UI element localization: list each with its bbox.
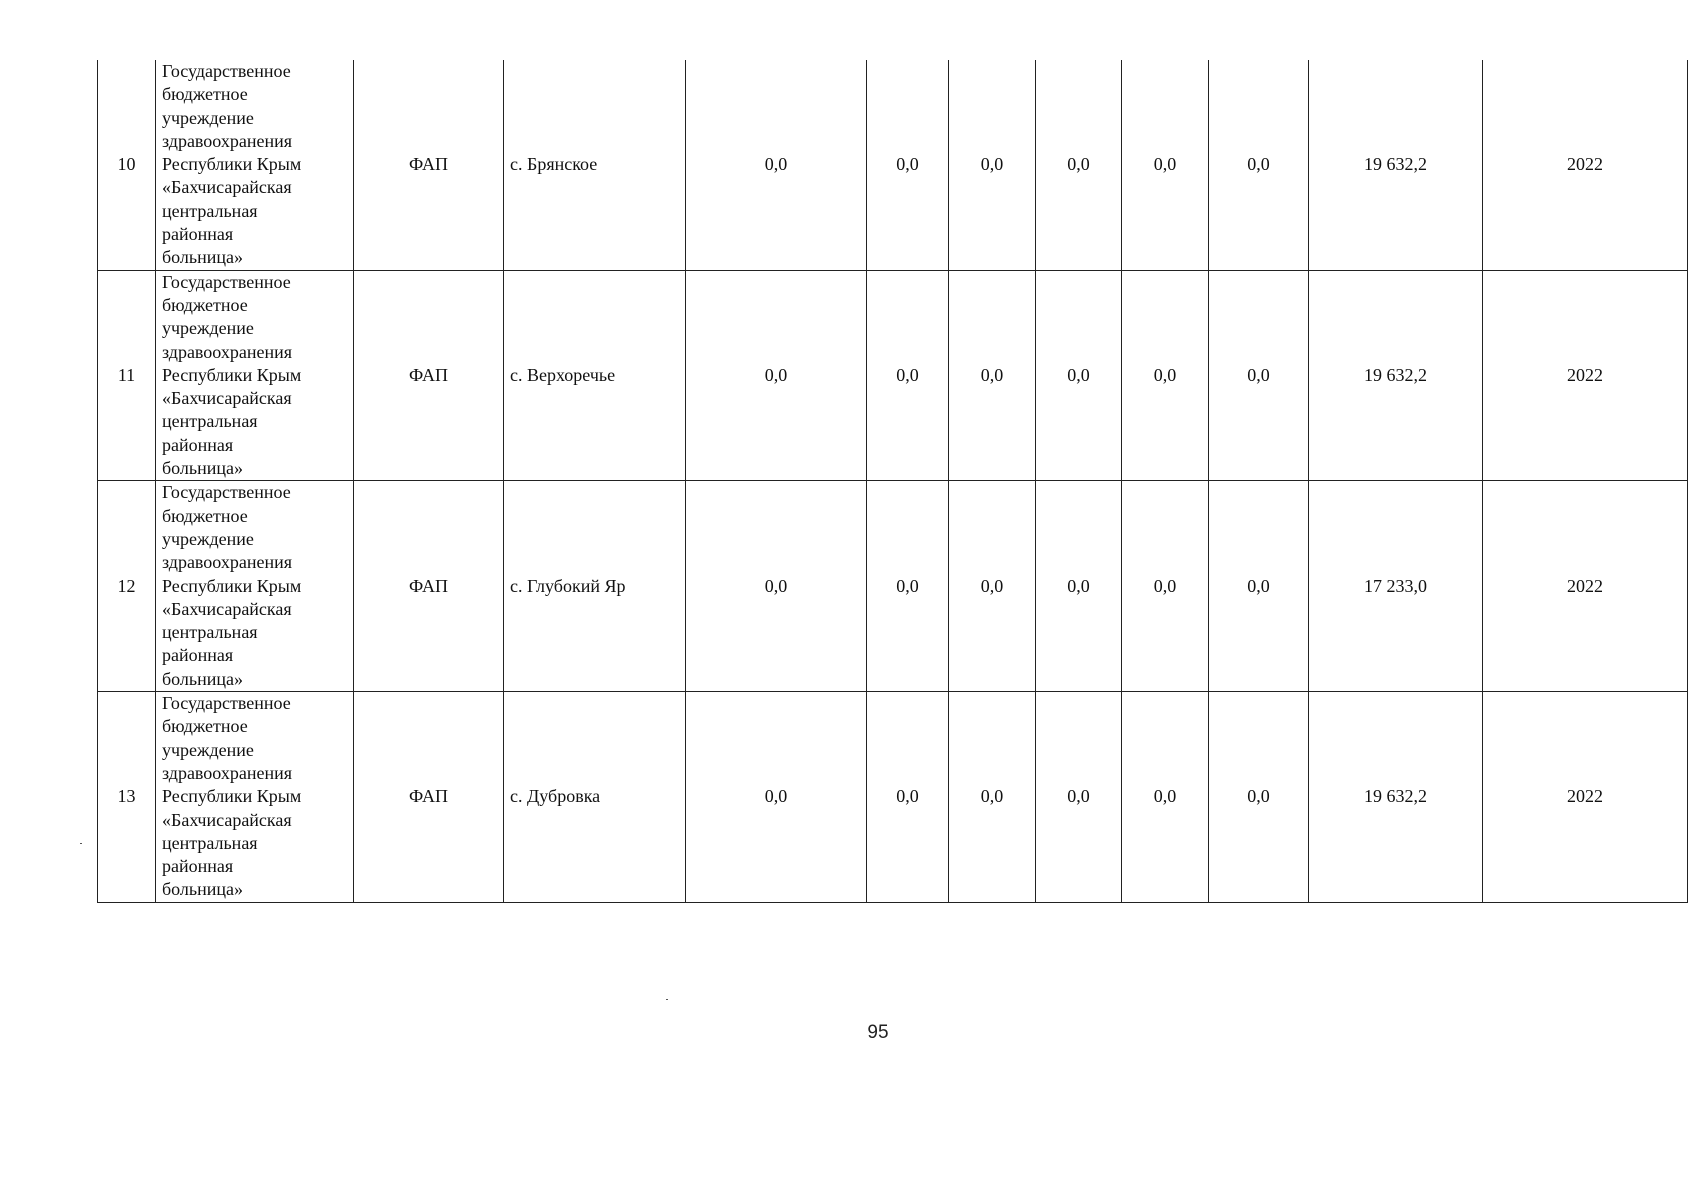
year-cell: 2022 xyxy=(1483,60,1688,270)
funding-value-cell: 0,0 xyxy=(867,481,949,692)
facility-type-cell: ФАП xyxy=(354,270,504,481)
total-amount-cell: 19 632,2 xyxy=(1309,60,1483,270)
funding-value-cell: 0,0 xyxy=(1209,481,1309,692)
funding-value-cell: 0,0 xyxy=(1036,692,1122,903)
scan-speck xyxy=(80,843,82,844)
facility-type-cell: ФАП xyxy=(354,481,504,692)
row-number-cell: 13 xyxy=(98,692,156,903)
location-cell: с. Брянское xyxy=(504,60,686,270)
funding-value-cell: 0,0 xyxy=(1209,60,1309,270)
year-cell: 2022 xyxy=(1483,270,1688,481)
funding-value-cell: 0,0 xyxy=(1122,481,1209,692)
funding-value-cell: 0,0 xyxy=(686,270,867,481)
funding-value-cell: 0,0 xyxy=(686,692,867,903)
table-row xyxy=(98,481,1688,692)
location-cell: с. Глубокий Яр xyxy=(504,481,686,692)
funding-value-cell: 0,0 xyxy=(1036,270,1122,481)
funding-value-cell: 0,0 xyxy=(1209,692,1309,903)
facility-type-cell: ФАП xyxy=(354,692,504,903)
year-cell: 2022 xyxy=(1483,692,1688,903)
organization-cell: Государственное бюджетное учреждение здравоохранения Республики Крым «Бахчисарайская центральная районная больница» xyxy=(156,692,354,903)
funding-value-cell: 0,0 xyxy=(686,481,867,692)
total-amount-cell: 19 632,2 xyxy=(1309,270,1483,481)
funding-value-cell: 0,0 xyxy=(1036,60,1122,270)
row-number-cell: 11 xyxy=(98,270,156,481)
location-cell: с. Верхоречье xyxy=(504,270,686,481)
funding-value-cell: 0,0 xyxy=(867,270,949,481)
table-row xyxy=(98,692,1688,903)
funding-value-cell: 0,0 xyxy=(1209,270,1309,481)
facilities-table xyxy=(97,60,1688,903)
total-amount-cell: 17 233,0 xyxy=(1309,481,1483,692)
table-body xyxy=(98,60,1688,902)
funding-value-cell: 0,0 xyxy=(1122,60,1209,270)
organization-cell: Государственное бюджетное учреждение здравоохранения Республики Крым «Бахчисарайская центральная районная больница» xyxy=(156,270,354,481)
table-row xyxy=(98,60,1688,270)
funding-value-cell: 0,0 xyxy=(1122,270,1209,481)
table-row xyxy=(98,270,1688,481)
total-amount-cell: 19 632,2 xyxy=(1309,692,1483,903)
year-cell: 2022 xyxy=(1483,481,1688,692)
location-cell: с. Дубровка xyxy=(504,692,686,903)
funding-value-cell: 0,0 xyxy=(867,60,949,270)
organization-cell: Государственное бюджетное учреждение здравоохранения Республики Крым «Бахчисарайская центральная районная больница» xyxy=(156,60,354,270)
row-number-cell: 10 xyxy=(98,60,156,270)
funding-value-cell: 0,0 xyxy=(867,692,949,903)
row-number-cell: 12 xyxy=(98,481,156,692)
funding-value-cell: 0,0 xyxy=(949,270,1036,481)
funding-value-cell: 0,0 xyxy=(1036,481,1122,692)
facility-type-cell: ФАП xyxy=(354,60,504,270)
funding-value-cell: 0,0 xyxy=(949,60,1036,270)
scan-speck xyxy=(666,999,668,1000)
funding-value-cell: 0,0 xyxy=(949,692,1036,903)
funding-value-cell: 0,0 xyxy=(686,60,867,270)
organization-cell: Государственное бюджетное учреждение здравоохранения Республики Крым «Бахчисарайская центральная районная больница» xyxy=(156,481,354,692)
funding-value-cell: 0,0 xyxy=(949,481,1036,692)
funding-value-cell: 0,0 xyxy=(1122,692,1209,903)
document-table-container xyxy=(97,60,1687,903)
page-number: 95 xyxy=(867,1022,889,1043)
